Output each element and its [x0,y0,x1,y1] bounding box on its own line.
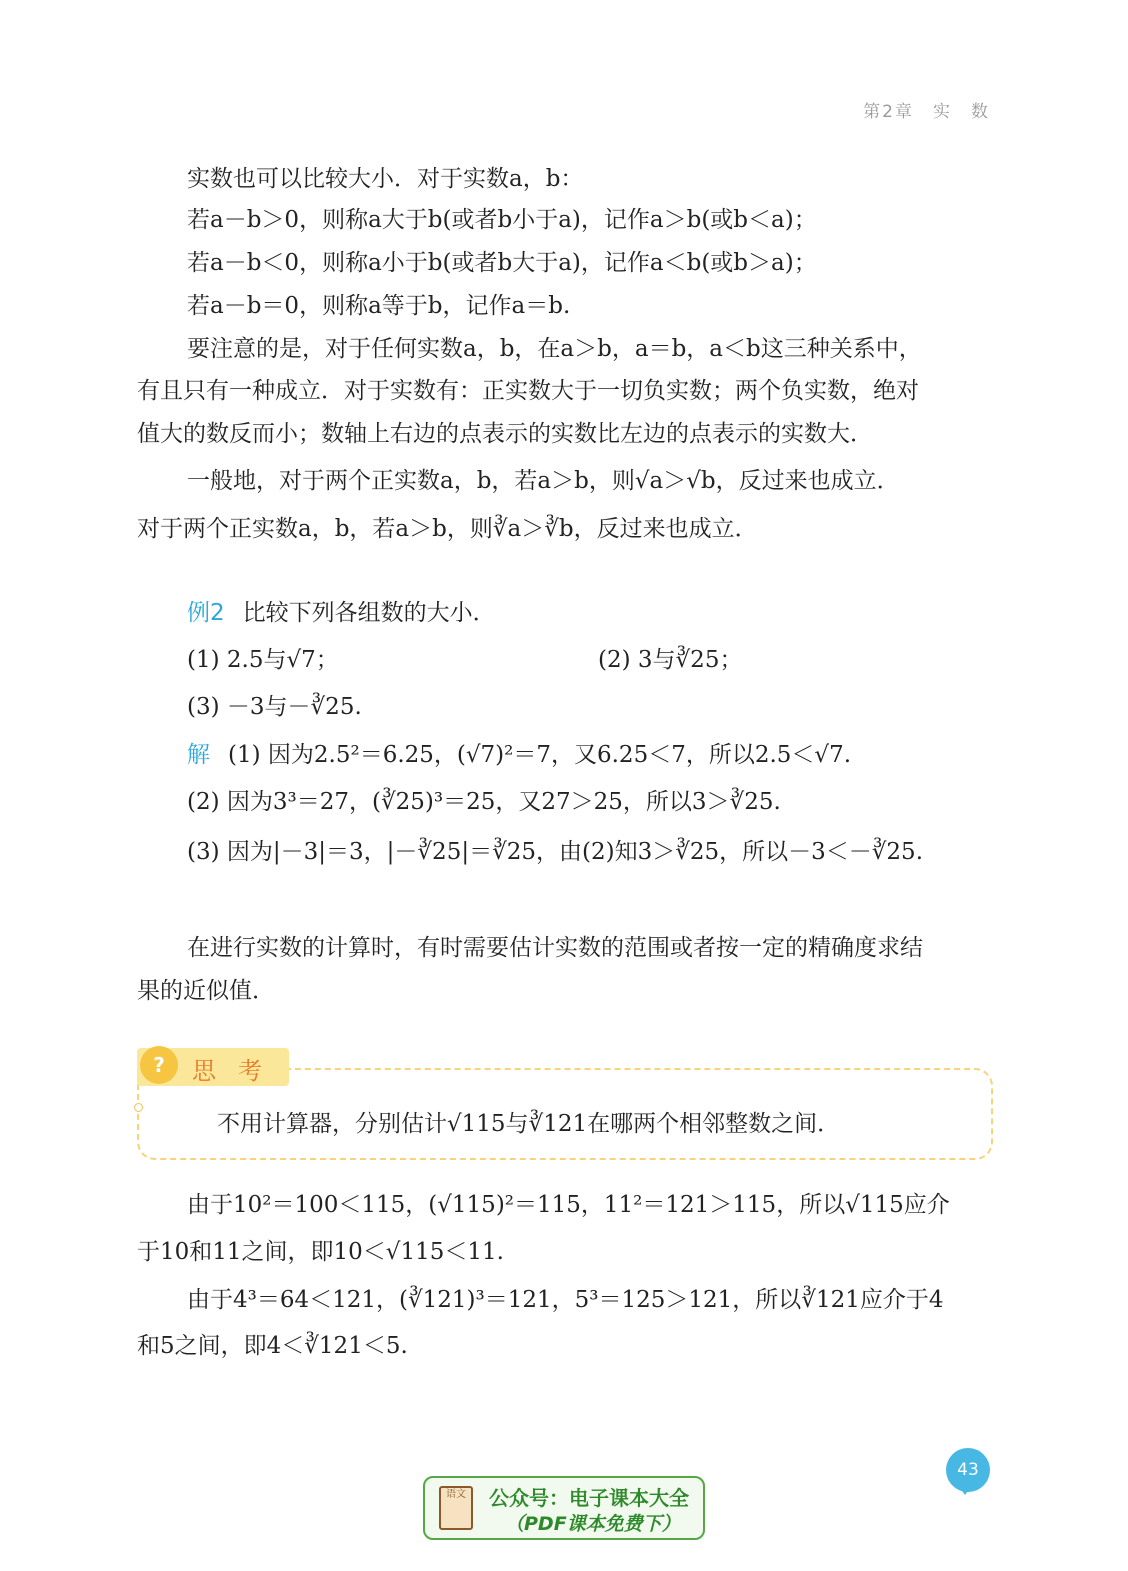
solution-line [187,739,851,771]
answer-line: 于10和11之间，即10＜√115＜11. [137,1239,504,1265]
think-prompt: 不用计算器，分别估计√115与∛121在哪两个相邻整数之间． [217,1111,841,1137]
example-item-3: (3) －3与－∛25. [187,694,362,720]
solution-1: (1) 因为2.5²＝6.25，(√7)²＝7，又6.25＜7，所以2.5＜√7. [228,742,852,768]
example-item-2: (2) 3与∛25； [598,647,743,673]
page-number-tail [958,1485,972,1495]
paragraph-line: 若a－b＞0，则称a大于b(或者b小于a)，记作a＞b(或b＜a)； [187,207,817,233]
example-items-row [187,644,339,676]
example-label: 例2 [187,600,225,626]
think-box-dot [134,1103,143,1112]
page-number: 43 [946,1448,990,1492]
example-prompt: 比较下列各组数的大小． [242,600,496,626]
paragraph-line: 值大的数反而小；数轴上右边的点表示的实数比左边的点表示的实数大． [137,421,873,447]
banner-line-1: 公众号：电子课本大全 [489,1486,689,1510]
paragraph-line: 在进行实数的计算时，有时需要估计实数的范围或者按一定的精确度求结 [187,935,923,961]
paragraph-line: 若a－b＜0，则称a小于b(或者b大于a)，记作a＜b(或b＞a)； [187,250,817,276]
example-item-1: (1) 2.5与√7； [187,647,339,673]
lightbulb-question-icon: ? [140,1046,178,1084]
paragraph-line: 对于两个正实数a，b，若a＞b，则∛a＞∛b，反过来也成立． [137,516,758,542]
paragraph-line: 若a－b＝0，则称a等于b，记作a＝b. [187,293,571,319]
solution-label: 解 [187,742,210,768]
textbook-icon: 语文 [439,1486,473,1530]
paragraph-line: 有且只有一种成立．对于实数有：正实数大于一切负实数；两个负实数，绝对 [137,378,919,404]
solution-3: (3) 因为|－3|＝3，|－∛25|＝∛25，由(2)知3＞∛25，所以－3＜－∛25. [187,839,923,865]
banner-line-2: （PDF课本免费下） [505,1513,681,1535]
answer-line: 由于10²＝100＜115，(√115)²＝115，11²＝121＞115，所以√115应介 [187,1192,950,1218]
paragraph-line: 实数也可以比较大小．对于实数a，b： [187,166,584,192]
answer-line: 和5之间，即4＜∛121＜5. [137,1333,408,1359]
paragraph-line: 要注意的是，对于任何实数a，b，在a＞b，a＝b，a＜b这三种关系中， [187,336,922,362]
chapter-header: 第2章 实 数 [863,102,990,122]
paragraph-line: 果的近似值． [137,978,275,1004]
watermark-banner [423,1476,705,1540]
paragraph-line: 一般地，对于两个正实数a，b，若a＞b，则√a＞√b，反过来也成立． [187,468,900,494]
answer-line: 由于4³＝64＜121，(∛121)³＝121，5³＝125＞121，所以∛121应介于4 [187,1287,944,1313]
solution-2: (2) 因为3³＝27，(∛25)³＝25，又27＞25，所以3＞∛25. [187,789,781,815]
think-label: 思考 [192,1057,284,1085]
example-title [187,597,496,629]
